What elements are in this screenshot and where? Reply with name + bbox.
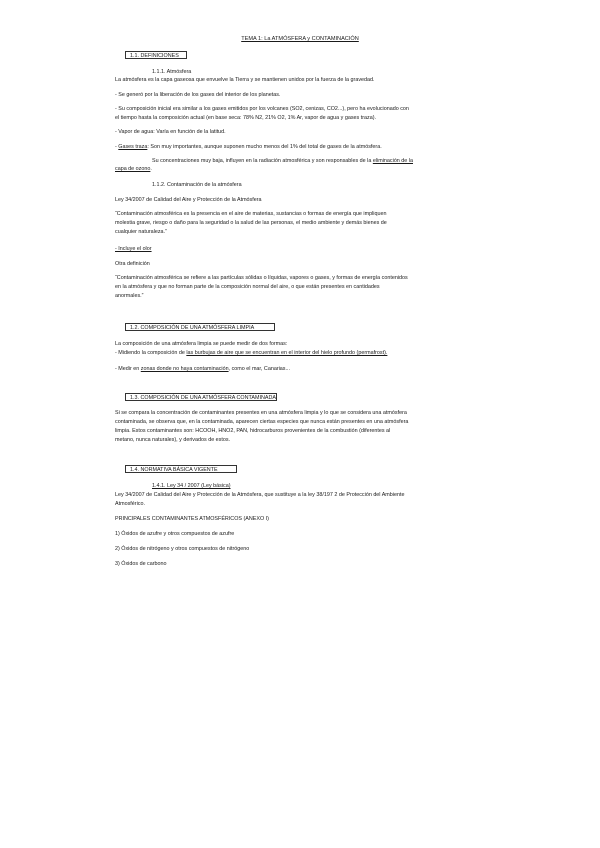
paragraph: Atmosférico. — [115, 501, 145, 507]
section-header-definiciones: 1.1. DEFINICIONES — [125, 51, 187, 59]
paragraph: el tiempo hasta la composición actual (en base seca: 78% N2, 21% O2, 1% Ar, vapor de agua y gases traza). — [115, 115, 376, 121]
section-header-atmosfera-contaminada: 1.3. COMPOSICIÓN DE UNA ATMÓSFERA CONTAMINADA — [125, 393, 277, 401]
section-header-normativa: 1.4. NORMATIVA BÁSICA VIGENTE — [125, 465, 237, 473]
paragraph: - Midiendo la composición de las burbujas de aire que se encuentran en el interior del hielo profundo (permafrost). — [115, 350, 388, 356]
subsection-ley: 1.4.1. Ley 34 / 2007 (Ley básica) — [152, 483, 231, 489]
paragraph: metano, nunca naturales), y derivados de estos. — [115, 437, 231, 443]
paragraph: Ley 34/2007 de Calidad del Aire y Protección de la Atmósfera — [115, 197, 262, 203]
paragraph: capa de ozono. — [115, 166, 152, 172]
list-item: 1) Óxidos de azufre y otros compuestos de azufre — [115, 531, 235, 537]
section-header-atmosfera-limpia: 1.2. COMPOSICIÓN DE UNA ATMÓSFERA LIMPIA — [125, 323, 275, 331]
paragraph: Ley 34/2007 de Calidad del Aire y Protección de la Atmósfera, que sustituye a la ley 38/197 2 de Protección del Ambiente — [115, 492, 405, 498]
quote-line: cualquier naturaleza.” — [115, 229, 167, 235]
paragraph: - Medir en zonas donde no haya contaminación, como el mar, Canarias... — [115, 366, 290, 372]
paragraph: Si se compara la concentración de contaminantes presentes en una atmósfera limpia y lo que se considera una atmósfera — [115, 410, 407, 416]
paragraph: - Se generó por la liberación de los gases del interior de los planetas. — [115, 92, 281, 98]
quote-line: molestia grave, riesgo o daño para la seguridad o la salud de las personas, el medio ambiente y demás bienes de — [115, 220, 387, 226]
list-item: 2) Óxidos de nitrógeno y otros compuestos de nitrógeno — [115, 546, 250, 552]
quote-line: “Contaminación atmosférica se refiere a las partículas sólidas o líquidas, vapores o gases, y formas de energía contenidos — [115, 275, 408, 281]
paragraph: Otra definición — [115, 261, 150, 267]
paragraph: limpia. Estos contaminantes son: HCOOH, HNO2, PAN, hidrocarburos provenientes de la combustión (diferentes al — [115, 428, 391, 434]
subsection-contaminacion: 1.1.2. Contaminación de la atmósfera — [152, 182, 242, 188]
quote-line: anormales.” — [115, 293, 144, 299]
quote-line: “Contaminación atmosférica es la presencia en el aire de materias, sustancias o formas de energía que impliquen — [115, 211, 387, 217]
paragraph: - Vapor de agua: Varía en función de la latitud. — [115, 129, 226, 135]
paragraph: La composición de una atmósfera limpia se puede medir de dos formas: — [115, 341, 288, 347]
list-item: 3) Óxidos de carbono — [115, 561, 167, 567]
subsection-atmosfera: 1.1.1. Atmósfera — [152, 69, 192, 75]
paragraph: La atmósfera es la capa gaseosa que envuelve la Tierra y se mantienen unidos por la fuerza de la gravedad. — [115, 77, 375, 83]
paragraph: Su concentraciones muy baja, influyen en la radiación atmosférica y son responsables de la eliminación de la — [152, 158, 413, 164]
paragraph: PRINCIPALES CONTAMINANTES ATMOSFÉRICOS (ANEXO I) — [115, 516, 269, 522]
paragraph: - Incluye el olor — [115, 246, 152, 252]
page-title: TEMA 1: La ATMÓSFERA y CONTAMINACIÓN — [241, 36, 359, 42]
paragraph: - Su composición inicial era similar a los gases emitidos por los volcanes (SO2, cenizas, CO2...), pero ha evolucionado con — [115, 106, 409, 112]
paragraph: - Gases traza: Son muy importantes, aunque suponen mucho menos del 1% del total de gases de la atmósfera. — [115, 144, 382, 150]
paragraph: contaminada, se observa que, en la contaminada, aparecen ciertas especies que nunca están presentes en una atmósfera — [115, 419, 409, 425]
quote-line: en la atmósfera y que no forman parte de la composición normal del aire, o que están presentes en cantidades — [115, 284, 380, 290]
